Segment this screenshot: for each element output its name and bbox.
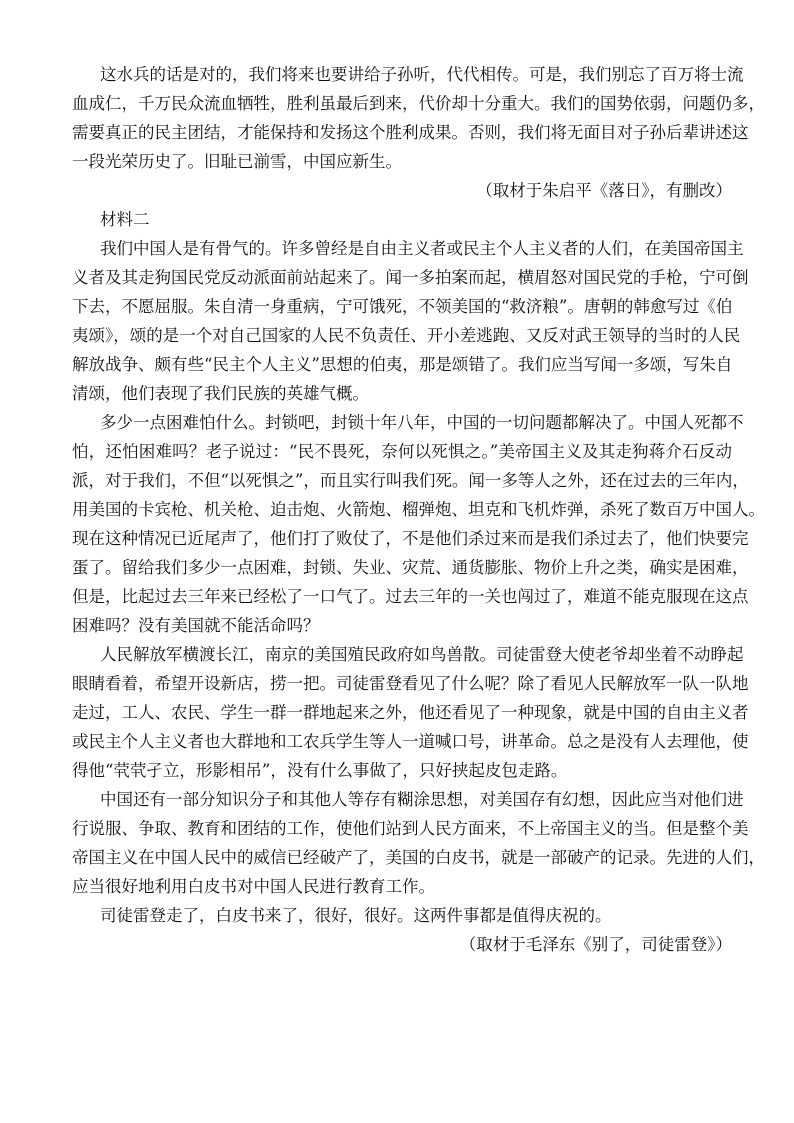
text-line: 或民主个人主义者也大群地和工农兵学生等人一道喊口号，讲革命。总之是没有人去理他，使 [72, 732, 749, 751]
text-line: 血成仁，千万民众流血牺牲，胜利虽最后到来，代价却十分重大。我们的国势依弱，问题仍多， [72, 94, 765, 113]
text-line: 得他“茕茕孑立，形影相吊”，没有什么事做了，只好挟起皮包走路。 [72, 761, 568, 780]
material2-paragraph-1 [72, 234, 749, 408]
material1-source: （取材于朱启平《落日》，有删改） [476, 181, 732, 200]
document-page [72, 60, 765, 959]
material2-paragraph-5 [72, 901, 732, 930]
text-line: 下去，不愿屈服。朱自清一身重病，宁可饿死，不领美国的“救济粮”。唐朝的韩愈写过《伯 [72, 297, 733, 316]
text-line: 人民解放军横渡长江，南京的美国殖民政府如鸟兽散。司徒雷登大使老爷却坐着不动睁起 [100, 645, 744, 664]
text-line: 一段光荣历史了。旧耻已湔雪，中国应新生。 [72, 152, 402, 171]
text-line: 中国还有一部分知识分子和其他人等存有糊涂思想，对美国存有幻想，因此应当对他们进 [100, 790, 744, 809]
text-line: 行说服、争取、教育和团结的工作，使他们站到人民方面来，不上帝国主义的当。但是整个美 [72, 819, 749, 838]
text-line: 用美国的卡宾枪、机关枪、迫击炮、火箭炮、榴弹炮、坦克和飞机炸弹，杀死了数百万中国人。 [72, 500, 765, 519]
text-line: 怕，还怕困难吗？老子说过：“民不畏死，奈何以死惧之。”美帝国主义及其走狗蒋介石反动 [72, 442, 732, 461]
text-line: 帝国主义在中国人民中的威信已经破产了，美国的白皮书，就是一部破产的记录。先进的人们， [72, 848, 765, 867]
text-line: 现在这种情况已近尾声了，他们打了败仗了，不是他们杀过来而是我们杀过去了，他们快要完 [72, 529, 749, 548]
text-line: 这水兵的话是对的，我们将来也要讲给子孙听，代代相传。可是，我们别忘了百万将士流 [100, 65, 744, 84]
text-line: 蛋了。留给我们多少一点困难，封锁、失业、灾荒、通货膨胀、物价上升之类，确实是困难， [72, 558, 749, 577]
material2-source: （取材于毛泽东《别了，司徒雷登》） [459, 935, 732, 954]
text-line: 应当很好地利用白皮书对中国人民进行教育工作。 [72, 877, 435, 896]
text-line: 清颂，他们表现了我们民族的英雄气概。 [72, 384, 369, 403]
text-line: 义者及其走狗国民党反动派面前站起来了。闻一多拍案而起，横眉怒对国民党的手枪，宁可倒 [72, 268, 749, 287]
material2-paragraph-4 [72, 785, 765, 901]
text-line: 眼睛看着，希望开设新店，捞一把。司徒雷登看见了什么呢？除了看见人民解放军一队一队地 [72, 674, 749, 693]
text-line: 夷颂》，颂的是一个对自己国家的人民不负责任、开小差逃跑、又反对武王领导的当时的人民 [72, 326, 741, 345]
text-line: 多少一点困难怕什么。封锁吧，封锁十年八年，中国的一切问题都解决了。中国人死都不 [100, 413, 744, 432]
text-line: 我们中国人是有骨气的。许多曾经是自由主义者或民主个人主义者的人们，在美国帝国主 [100, 239, 744, 258]
material2-heading: 材料二 [100, 210, 150, 229]
text-line: 走过，工人、农民、学生一群一群地起来之外，他还看见了一种现象，就是中国的自由主义者 [72, 703, 749, 722]
material2-paragraph-2 [72, 408, 765, 640]
text-line: 司徒雷登走了，白皮书来了，很好，很好。这两件事都是值得庆祝的。 [100, 906, 612, 925]
material2-paragraph-3 [72, 640, 749, 785]
text-line: 困难吗？没有美国就不能活命吗？ [72, 616, 320, 635]
text-line: 派，对于我们，不但“以死惧之”，而且实行叫我们死。闻一多等人之外，还在过去的三年内， [72, 471, 749, 490]
material1-paragraph [72, 60, 765, 176]
text-line: 需要真正的民主团结，才能保持和发扬这个胜利成果。否则，我们将无面目对子孙后辈讲述这 [72, 123, 749, 142]
text-line: 但是，比起过去三年来已经松了一口气了。过去三年的一关也闯过了，难道不能克服现在这点 [72, 587, 749, 606]
text-line: 解放战争、颇有些“民主个人主义”思想的伯夷，那是颂错了。我们应当写闻一多颂，写朱自 [72, 355, 733, 374]
